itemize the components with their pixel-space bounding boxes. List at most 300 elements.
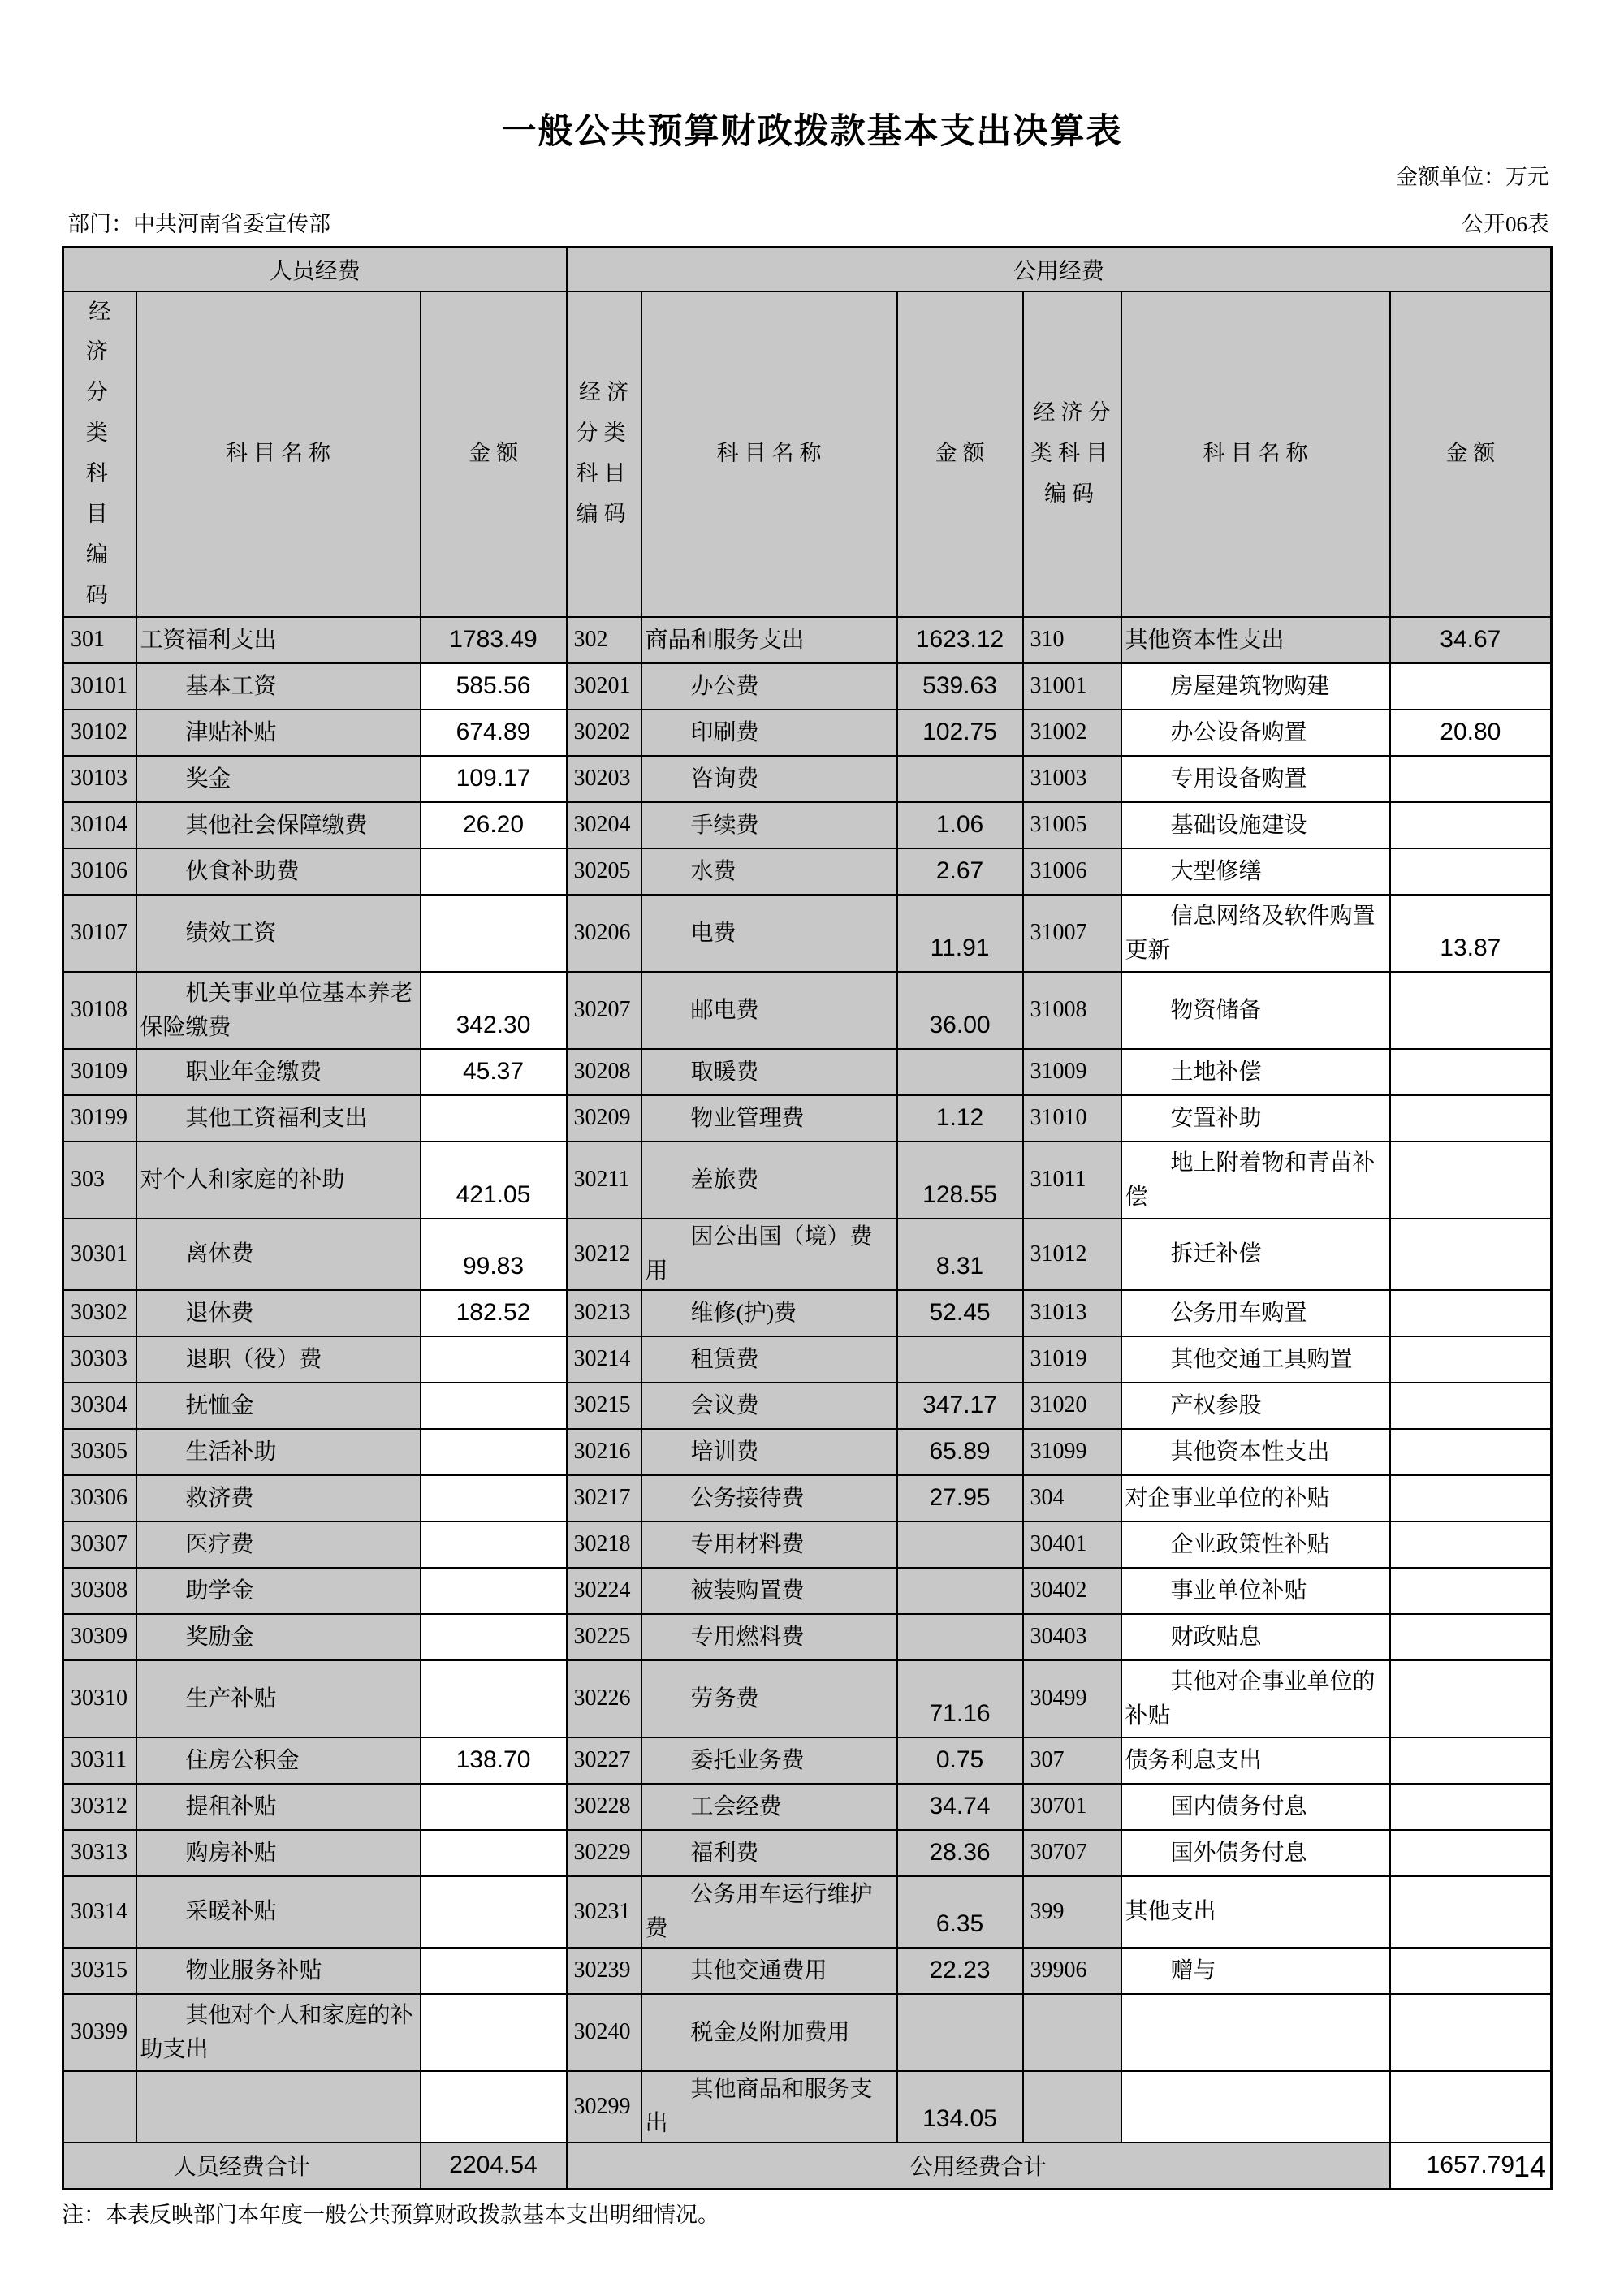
code-cell: 30106 (63, 848, 136, 895)
subject-name-cell: 机关事业单位基本养老保险缴费 (136, 972, 421, 1049)
subject-name-cell: 救济费 (136, 1475, 421, 1521)
subject-name-cell: 企业政策性补贴 (1121, 1521, 1390, 1568)
subject-name-cell: 邮电费 (641, 972, 897, 1049)
subject-name-cell: 生产补贴 (136, 1660, 421, 1737)
budget-table (62, 246, 1553, 2190)
code-cell: 30207 (567, 972, 641, 1049)
amount-cell: 28.36 (897, 1830, 1023, 1876)
code-cell: 30218 (567, 1521, 641, 1568)
table-row (63, 1568, 1552, 1614)
column-header-code-3: 经济分类科目编码 (1023, 291, 1121, 618)
subject-name-cell: 购房补贴 (136, 1830, 421, 1876)
table-code-label: 公开06表 (1462, 212, 1549, 236)
code-cell: 30209 (567, 1095, 641, 1142)
code-cell: 30101 (63, 663, 136, 710)
subject-name-cell: 基本工资 (136, 663, 421, 710)
code-cell: 39906 (1023, 1948, 1121, 1994)
amount-cell (1390, 1830, 1552, 1876)
table-row (63, 1095, 1552, 1142)
code-cell: 31003 (1023, 756, 1121, 802)
subject-name-cell: 国外债务付息 (1121, 1830, 1390, 1876)
column-header-name-3: 科目名称 (1121, 291, 1390, 618)
budget-sheet (62, 246, 1550, 2229)
amount-cell (1390, 1219, 1552, 1290)
table-row (63, 1219, 1552, 1290)
amount-cell: 6.35 (897, 1876, 1023, 1948)
amount-cell (1390, 1142, 1552, 1219)
subject-name-cell: 房屋建筑物购建 (1121, 663, 1390, 710)
page-number: 14 (1513, 2150, 1546, 2183)
amount-cell (421, 1994, 567, 2071)
table-row (63, 1614, 1552, 1660)
amount-cell (1390, 2071, 1552, 2143)
column-header-code-2: 经济分类科目编码 (567, 291, 641, 618)
table-row (63, 1660, 1552, 1737)
subject-name-cell: 物业服务补贴 (136, 1948, 421, 1994)
subject-name-cell: 职业年金缴费 (136, 1049, 421, 1095)
code-cell: 31011 (1023, 1142, 1121, 1219)
subject-name-cell: 工会经费 (641, 1784, 897, 1830)
subject-name-cell: 伙食补助费 (136, 848, 421, 895)
code-cell: 310 (1023, 617, 1121, 663)
table-row (63, 1383, 1552, 1429)
amount-cell: 1.06 (897, 802, 1023, 848)
amount-cell: 347.17 (897, 1383, 1023, 1429)
subject-name-cell: 奖金 (136, 756, 421, 802)
amount-cell (1390, 1521, 1552, 1568)
column-header-amount-2: 金额 (897, 291, 1023, 618)
subject-name-cell: 产权参股 (1121, 1383, 1390, 1429)
subject-name-cell: 维修(护)费 (641, 1290, 897, 1336)
code-cell: 30301 (63, 1219, 136, 1290)
code-cell: 30217 (567, 1475, 641, 1521)
subject-name-cell: 税金及附加费用 (641, 1994, 897, 2071)
subject-name-cell: 安置补助 (1121, 1095, 1390, 1142)
personnel-total-label: 人员经费合计 (63, 2143, 421, 2189)
table-row (63, 1336, 1552, 1383)
code-cell: 30108 (63, 972, 136, 1049)
code-cell: 399 (1023, 1876, 1121, 1948)
amount-unit-note: 金额单位：万元 (1396, 165, 1549, 189)
table-row (63, 1994, 1552, 2071)
table-row (63, 710, 1552, 756)
public-total-label: 公用经费合计 (567, 2143, 1390, 2189)
amount-cell: 128.55 (897, 1142, 1023, 1219)
subject-name-cell: 工资福利支出 (136, 617, 421, 663)
amount-cell (1390, 1290, 1552, 1336)
subject-name-cell: 地上附着物和青苗补偿 (1121, 1142, 1390, 1219)
amount-cell (897, 1994, 1023, 2071)
column-header-amount-3: 金额 (1390, 291, 1552, 618)
code-cell: 30103 (63, 756, 136, 802)
code-cell: 30307 (63, 1521, 136, 1568)
amount-cell (421, 848, 567, 895)
amount-cell (1390, 1049, 1552, 1095)
code-cell: 30707 (1023, 1830, 1121, 1876)
amount-cell: 34.74 (897, 1784, 1023, 1830)
amount-cell (421, 1784, 567, 1830)
amount-cell (1390, 1336, 1552, 1383)
table-row (63, 1475, 1552, 1521)
subject-name-cell: 其他社会保障缴费 (136, 802, 421, 848)
amount-cell (1390, 1948, 1552, 1994)
table-row (63, 895, 1552, 972)
subject-name-cell: 事业单位补贴 (1121, 1568, 1390, 1614)
code-cell: 30312 (63, 1784, 136, 1830)
subject-name-cell: 办公费 (641, 663, 897, 710)
table-row (63, 1784, 1552, 1830)
code-cell: 31012 (1023, 1219, 1121, 1290)
amount-cell (1390, 1784, 1552, 1830)
code-cell: 31013 (1023, 1290, 1121, 1336)
amount-cell (421, 1336, 567, 1383)
code-cell: 30211 (567, 1142, 641, 1219)
table-row (63, 663, 1552, 710)
amount-cell (421, 1948, 567, 1994)
amount-cell (1390, 802, 1552, 848)
table-row (63, 1876, 1552, 1948)
code-cell: 301 (63, 617, 136, 663)
amount-cell (897, 756, 1023, 802)
amount-cell (1390, 1429, 1552, 1475)
subject-name-cell: 电费 (641, 895, 897, 972)
footnote: 注：本表反映部门本年度一般公共预算财政拨款基本支出明细情况。 (62, 2202, 719, 2227)
code-cell: 30107 (63, 895, 136, 972)
subject-name-cell: 其他资本性支出 (1121, 1429, 1390, 1475)
amount-cell: 182.52 (421, 1290, 567, 1336)
amount-cell (421, 1521, 567, 1568)
subject-name-cell: 其他商品和服务支出 (641, 2071, 897, 2143)
code-cell: 30206 (567, 895, 641, 972)
code-cell: 30299 (567, 2071, 641, 2143)
code-cell: 31006 (1023, 848, 1121, 895)
code-cell: 30311 (63, 1737, 136, 1784)
amount-cell: 36.00 (897, 972, 1023, 1049)
personnel-total-amount: 2204.54 (421, 2143, 567, 2189)
code-cell (1023, 2071, 1121, 2143)
amount-cell: 585.56 (421, 663, 567, 710)
table-row (63, 1521, 1552, 1568)
subject-name-cell (1121, 2071, 1390, 2143)
amount-cell (1390, 1383, 1552, 1429)
code-cell: 30305 (63, 1429, 136, 1475)
table-row (63, 1830, 1552, 1876)
code-cell: 30403 (1023, 1614, 1121, 1660)
subject-name-cell: 对个人和家庭的补助 (136, 1142, 421, 1219)
code-cell: 30212 (567, 1219, 641, 1290)
amount-cell: 1623.12 (897, 617, 1023, 663)
subject-name-cell: 财政贴息 (1121, 1614, 1390, 1660)
code-cell: 307 (1023, 1737, 1121, 1784)
table-row (63, 756, 1552, 802)
code-cell: 30226 (567, 1660, 641, 1737)
code-cell: 30315 (63, 1948, 136, 1994)
code-cell: 30303 (63, 1336, 136, 1383)
subject-name-cell: 取暖费 (641, 1049, 897, 1095)
subject-name-cell: 商品和服务支出 (641, 617, 897, 663)
subject-name-cell: 其他交通工具购置 (1121, 1336, 1390, 1383)
code-cell: 30109 (63, 1049, 136, 1095)
amount-cell (1390, 1994, 1552, 2071)
subject-name-cell: 公务用车运行维护费 (641, 1876, 897, 1948)
subject-name-cell: 信息网络及软件购置更新 (1121, 895, 1390, 972)
table-body (63, 617, 1552, 2143)
subject-name-cell: 因公出国（境）费用 (641, 1219, 897, 1290)
subject-name-cell: 培训费 (641, 1429, 897, 1475)
amount-cell (1390, 1475, 1552, 1521)
subject-name-cell: 被装购置费 (641, 1568, 897, 1614)
code-cell: 30202 (567, 710, 641, 756)
code-cell: 31005 (1023, 802, 1121, 848)
code-cell: 30204 (567, 802, 641, 848)
code-cell: 30309 (63, 1614, 136, 1660)
amount-cell (421, 1475, 567, 1521)
code-cell: 30401 (1023, 1521, 1121, 1568)
amount-cell (897, 1049, 1023, 1095)
amount-cell: 109.17 (421, 756, 567, 802)
subject-name-cell: 水费 (641, 848, 897, 895)
code-cell: 31007 (1023, 895, 1121, 972)
code-cell: 30203 (567, 756, 641, 802)
amount-cell (421, 1429, 567, 1475)
code-cell: 30213 (567, 1290, 641, 1336)
code-cell: 31020 (1023, 1383, 1121, 1429)
amount-cell: 13.87 (1390, 895, 1552, 972)
amount-cell: 539.63 (897, 663, 1023, 710)
page-title: 一般公共预算财政拨款基本支出决算表 (501, 113, 1123, 151)
subject-name-cell: 福利费 (641, 1830, 897, 1876)
code-cell: 31002 (1023, 710, 1121, 756)
code-cell: 30239 (567, 1948, 641, 1994)
code-cell: 30310 (63, 1660, 136, 1737)
subject-name-cell: 专用燃料费 (641, 1614, 897, 1660)
table-row (63, 1948, 1552, 1994)
subject-name-cell: 差旅费 (641, 1142, 897, 1219)
code-cell: 30227 (567, 1737, 641, 1784)
amount-cell: 99.83 (421, 1219, 567, 1290)
department-line: 部门：中共河南省委宣传部 (67, 212, 330, 236)
amount-cell (897, 1614, 1023, 1660)
code-cell: 302 (567, 617, 641, 663)
column-header-name-2: 科目名称 (641, 291, 897, 618)
code-cell: 31009 (1023, 1049, 1121, 1095)
subject-name-cell: 抚恤金 (136, 1383, 421, 1429)
subject-name-cell: 提租补贴 (136, 1784, 421, 1830)
code-cell (1023, 1994, 1121, 2071)
code-cell: 30306 (63, 1475, 136, 1521)
subject-name-cell: 印刷费 (641, 710, 897, 756)
subject-name-cell: 债务利息支出 (1121, 1737, 1390, 1784)
amount-cell (1390, 848, 1552, 895)
subject-name-cell: 助学金 (136, 1568, 421, 1614)
code-cell (63, 2071, 136, 2143)
subject-name-cell: 物业管理费 (641, 1095, 897, 1142)
code-cell: 31008 (1023, 972, 1121, 1049)
amount-cell (1390, 756, 1552, 802)
subject-name-cell: 退职（役）费 (136, 1336, 421, 1383)
subject-name-cell: 其他支出 (1121, 1876, 1390, 1948)
code-cell: 303 (63, 1142, 136, 1219)
amount-cell: 1.12 (897, 1095, 1023, 1142)
subject-name-cell: 对企事业单位的补贴 (1121, 1475, 1390, 1521)
subject-name-cell: 专用材料费 (641, 1521, 897, 1568)
amount-cell (1390, 1095, 1552, 1142)
table-row (63, 802, 1552, 848)
amount-cell: 8.31 (897, 1219, 1023, 1290)
amount-cell (897, 1521, 1023, 1568)
amount-cell: 26.20 (421, 802, 567, 848)
amount-cell: 22.23 (897, 1948, 1023, 1994)
amount-cell (1390, 1568, 1552, 1614)
amount-cell: 2.67 (897, 848, 1023, 895)
amount-cell (1390, 1737, 1552, 1784)
code-cell: 30304 (63, 1383, 136, 1429)
amount-cell: 65.89 (897, 1429, 1023, 1475)
code-cell: 30216 (567, 1429, 641, 1475)
group-header-personnel: 人员经费 (63, 248, 567, 291)
code-cell: 30314 (63, 1876, 136, 1948)
subject-name-cell (136, 2071, 421, 2143)
table-row (63, 1737, 1552, 1784)
column-header-amount-1: 金额 (421, 291, 567, 618)
amount-cell (421, 1095, 567, 1142)
amount-cell (421, 895, 567, 972)
code-cell: 30215 (567, 1383, 641, 1429)
public-total-amount: 1657.79 (1390, 2143, 1552, 2189)
subject-name-cell: 绩效工资 (136, 895, 421, 972)
amount-cell: 11.91 (897, 895, 1023, 972)
group-header-row (63, 248, 1552, 291)
amount-cell: 34.67 (1390, 617, 1552, 663)
amount-cell (421, 1568, 567, 1614)
amount-cell: 421.05 (421, 1142, 567, 1219)
code-cell: 30102 (63, 710, 136, 756)
amount-cell (421, 1614, 567, 1660)
code-cell: 30308 (63, 1568, 136, 1614)
subject-name-cell: 其他资本性支出 (1121, 617, 1390, 663)
code-cell: 30104 (63, 802, 136, 848)
amount-cell (421, 1660, 567, 1737)
table-row (63, 1290, 1552, 1336)
code-cell: 304 (1023, 1475, 1121, 1521)
amount-cell: 102.75 (897, 710, 1023, 756)
table-row (63, 1049, 1552, 1095)
amount-cell (1390, 663, 1552, 710)
code-cell: 30499 (1023, 1660, 1121, 1737)
subject-name-cell: 手续费 (641, 802, 897, 848)
table-row (63, 617, 1552, 663)
subject-name-cell: 办公设备购置 (1121, 710, 1390, 756)
amount-cell: 138.70 (421, 1737, 567, 1784)
amount-cell: 45.37 (421, 1049, 567, 1095)
code-cell: 30224 (567, 1568, 641, 1614)
column-header-row (63, 291, 1552, 618)
code-cell: 30201 (567, 663, 641, 710)
table-row (63, 848, 1552, 895)
subject-name-cell: 其他交通费用 (641, 1948, 897, 1994)
subject-name-cell: 土地补偿 (1121, 1049, 1390, 1095)
code-cell: 30701 (1023, 1784, 1121, 1830)
subject-name-cell: 其他工资福利支出 (136, 1095, 421, 1142)
amount-cell (1390, 1660, 1552, 1737)
amount-cell: 52.45 (897, 1290, 1023, 1336)
column-header-name-1: 科目名称 (136, 291, 421, 618)
amount-cell: 27.95 (897, 1475, 1023, 1521)
subject-name-cell: 租赁费 (641, 1336, 897, 1383)
code-cell: 30214 (567, 1336, 641, 1383)
amount-cell: 674.89 (421, 710, 567, 756)
amount-cell (1390, 1614, 1552, 1660)
code-cell: 30199 (63, 1095, 136, 1142)
amount-cell (897, 1568, 1023, 1614)
subject-name-cell: 基础设施建设 (1121, 802, 1390, 848)
subject-name-cell: 其他对个人和家庭的补助支出 (136, 1994, 421, 2071)
amount-cell (1390, 972, 1552, 1049)
code-cell: 30205 (567, 848, 641, 895)
code-cell: 31001 (1023, 663, 1121, 710)
amount-cell: 20.80 (1390, 710, 1552, 756)
code-cell: 30302 (63, 1290, 136, 1336)
code-cell: 30399 (63, 1994, 136, 2071)
totals-row (63, 2143, 1552, 2189)
subject-name-cell: 医疗费 (136, 1521, 421, 1568)
amount-cell (421, 1876, 567, 1948)
subject-name-cell: 离休费 (136, 1219, 421, 1290)
table-row (63, 1142, 1552, 1219)
code-cell: 31010 (1023, 1095, 1121, 1142)
group-header-public: 公用经费 (567, 248, 1552, 291)
code-cell: 30313 (63, 1830, 136, 1876)
subject-name-cell (1121, 1994, 1390, 2071)
amount-cell (897, 1336, 1023, 1383)
subject-name-cell: 咨询费 (641, 756, 897, 802)
table-row (63, 972, 1552, 1049)
code-cell: 30402 (1023, 1568, 1121, 1614)
amount-cell: 1783.49 (421, 617, 567, 663)
subject-name-cell: 住房公积金 (136, 1737, 421, 1784)
code-cell: 30208 (567, 1049, 641, 1095)
amount-cell (1390, 1876, 1552, 1948)
amount-cell: 0.75 (897, 1737, 1023, 1784)
code-cell: 30240 (567, 1994, 641, 2071)
subject-name-cell: 津贴补贴 (136, 710, 421, 756)
subject-name-cell: 物资储备 (1121, 972, 1390, 1049)
amount-cell (421, 2071, 567, 2143)
table-row (63, 1429, 1552, 1475)
subject-name-cell: 专用设备购置 (1121, 756, 1390, 802)
table-row (63, 2071, 1552, 2143)
subject-name-cell: 退休费 (136, 1290, 421, 1336)
subject-name-cell: 赠与 (1121, 1948, 1390, 1994)
amount-cell: 342.30 (421, 972, 567, 1049)
amount-cell: 134.05 (897, 2071, 1023, 2143)
subject-name-cell: 公务用车购置 (1121, 1290, 1390, 1336)
amount-cell (421, 1830, 567, 1876)
subject-name-cell: 劳务费 (641, 1660, 897, 1737)
subject-name-cell: 拆迁补偿 (1121, 1219, 1390, 1290)
subject-name-cell: 委托业务费 (641, 1737, 897, 1784)
subject-name-cell: 国内债务付息 (1121, 1784, 1390, 1830)
column-header-code-1: 经济分类科目编码 (63, 291, 136, 618)
code-cell: 30231 (567, 1876, 641, 1948)
subject-name-cell: 大型修缮 (1121, 848, 1390, 895)
amount-cell: 71.16 (897, 1660, 1023, 1737)
subject-name-cell: 其他对企事业单位的补贴 (1121, 1660, 1390, 1737)
code-cell: 30225 (567, 1614, 641, 1660)
code-cell: 31099 (1023, 1429, 1121, 1475)
subject-name-cell: 会议费 (641, 1383, 897, 1429)
amount-cell (421, 1383, 567, 1429)
